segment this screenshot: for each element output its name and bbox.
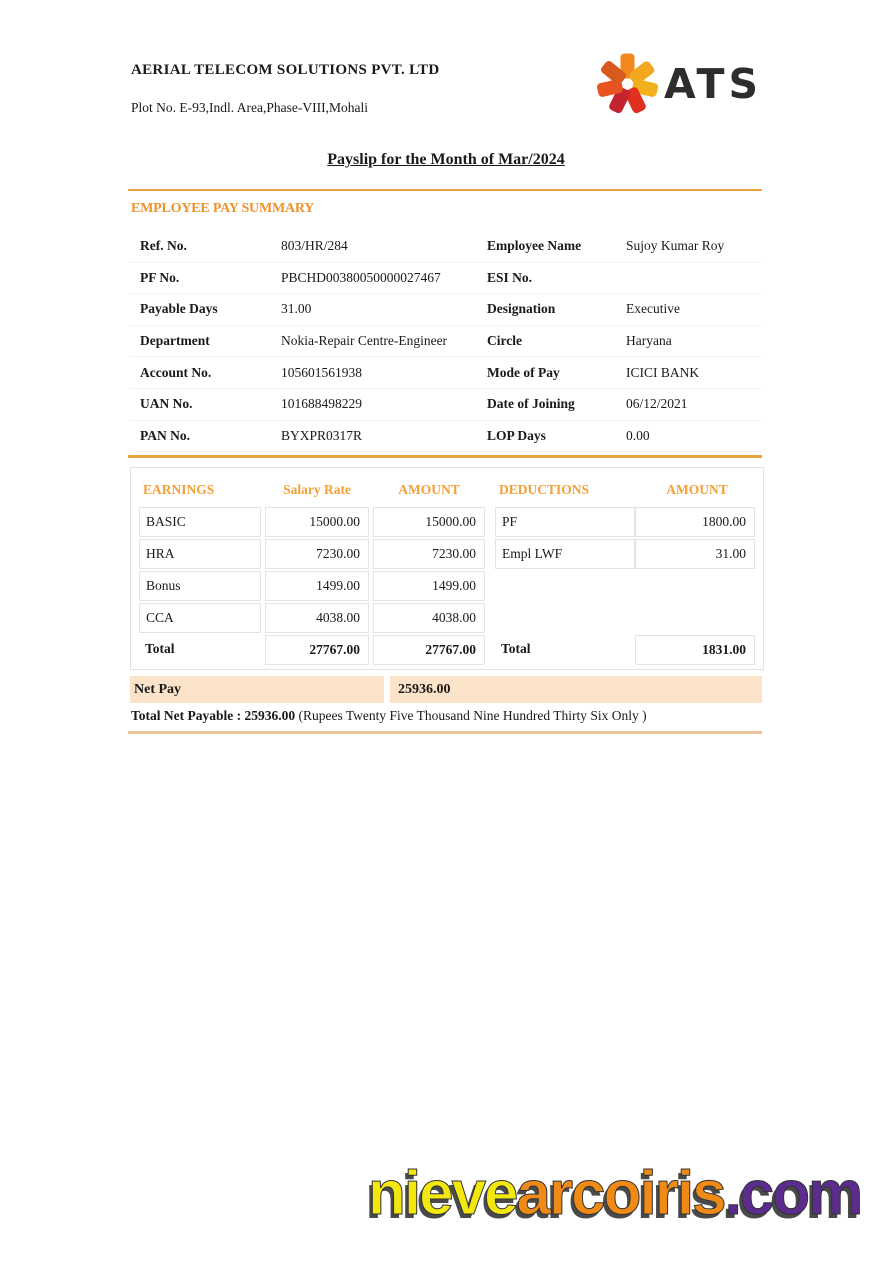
summary-row (130, 389, 762, 421)
summary-row (130, 294, 762, 326)
deduction-amount: 31.00 (635, 539, 755, 569)
divider-mid (128, 455, 762, 458)
net-pay-row (130, 676, 762, 703)
earning-rate: 15000.00 (265, 507, 369, 537)
deductions-total-amount: 1831.00 (635, 635, 755, 665)
earning-rate: 7230.00 (265, 539, 369, 569)
earning-amount: 1499.00 (373, 571, 485, 601)
earnings-total-label: Total (145, 641, 175, 656)
field-value: 0.00 (626, 427, 650, 443)
field-value: PBCHD00380050000027467 (281, 269, 441, 285)
earning-rate: 1499.00 (265, 571, 369, 601)
earnings-total-amount: 27767.00 (373, 635, 485, 665)
page-title: Payslip for the Month of Mar/2024 (327, 151, 565, 168)
field-label: Payable Days (140, 301, 218, 317)
field-label: Mode of Pay (487, 364, 560, 380)
summary-row (130, 231, 762, 263)
divider-bottom (128, 731, 762, 734)
col-header-deductions: DEDUCTIONS (499, 482, 590, 497)
field-label: Ref. No. (140, 238, 187, 254)
earning-name: BASIC (139, 507, 261, 537)
net-pay-label: Net Pay (130, 676, 384, 703)
field-value: 31.00 (281, 301, 312, 317)
field-label: Designation (487, 301, 556, 317)
deduction-name: PF (495, 507, 635, 537)
logo-text: ATS (664, 60, 763, 108)
pay-table (130, 467, 764, 670)
earning-amount: 4038.00 (373, 603, 485, 633)
field-value: BYXPR0317R (281, 427, 363, 443)
earning-name: CCA (139, 603, 261, 633)
deductions-total-label: Total (501, 641, 531, 656)
col-header-earnings: EARNINGS (143, 482, 215, 497)
summary-row (130, 326, 762, 358)
field-label: Date of Joining (487, 396, 575, 412)
earning-amount: 15000.00 (373, 507, 485, 537)
field-value: Sujoy Kumar Roy (626, 238, 725, 254)
watermark-part: .com (724, 1159, 862, 1228)
field-label: Employee Name (487, 238, 582, 254)
total-net-payable-amount: Total Net Payable : 25936.00 (131, 708, 296, 723)
section-heading: EMPLOYEE PAY SUMMARY (131, 201, 315, 216)
earning-name: HRA (139, 539, 261, 569)
company-logo (597, 54, 762, 114)
col-header-amount: AMOUNT (666, 482, 728, 497)
earning-amount: 7230.00 (373, 539, 485, 569)
col-header-amount: AMOUNT (398, 482, 460, 497)
field-label: Department (140, 333, 210, 349)
field-label: ESI No. (487, 269, 533, 285)
field-label: UAN No. (140, 396, 193, 412)
field-label: PF No. (140, 269, 180, 285)
field-value: Haryana (626, 333, 672, 349)
field-label: PAN No. (140, 427, 190, 443)
deduction-amount: 1800.00 (635, 507, 755, 537)
watermark (368, 1158, 861, 1229)
field-value: 101688498229 (281, 396, 362, 412)
field-value: 105601561938 (281, 364, 362, 380)
field-value: ICICI BANK (626, 364, 700, 380)
earnings-total-rate: 27767.00 (265, 635, 369, 665)
field-label: LOP Days (487, 427, 546, 443)
field-label: Account No. (140, 364, 212, 380)
divider-top (128, 189, 762, 191)
field-label: Circle (487, 333, 522, 349)
earning-rate: 4038.00 (265, 603, 369, 633)
total-net-payable-words: (Rupees Twenty Five Thousand Nine Hundred Thirty Six Only ) (295, 708, 647, 723)
deduction-name: Empl LWF (495, 539, 635, 569)
net-pay-amount: 25936.00 (390, 676, 762, 703)
field-value: 06/12/2021 (626, 396, 688, 412)
watermark-part: arcoiris (516, 1159, 725, 1228)
company-name: AERIAL TELECOM SOLUTIONS PVT. LTD (131, 62, 440, 78)
summary-row (130, 357, 762, 389)
total-net-payable (131, 708, 647, 724)
summary-row (130, 263, 762, 295)
field-value: 803/HR/284 (281, 238, 348, 254)
field-value: Executive (626, 301, 680, 317)
earning-name: Bonus (139, 571, 261, 601)
pinwheel-logo-icon (597, 54, 657, 114)
employee-summary (130, 231, 762, 452)
field-value: Nokia-Repair Centre-Engineer (281, 333, 448, 349)
watermark-part: nieve (368, 1159, 517, 1228)
company-address: Plot No. E-93,Indl. Area,Phase-VIII,Mohali (131, 100, 368, 115)
col-header-salary-rate: Salary Rate (283, 482, 351, 497)
summary-row (130, 421, 762, 453)
